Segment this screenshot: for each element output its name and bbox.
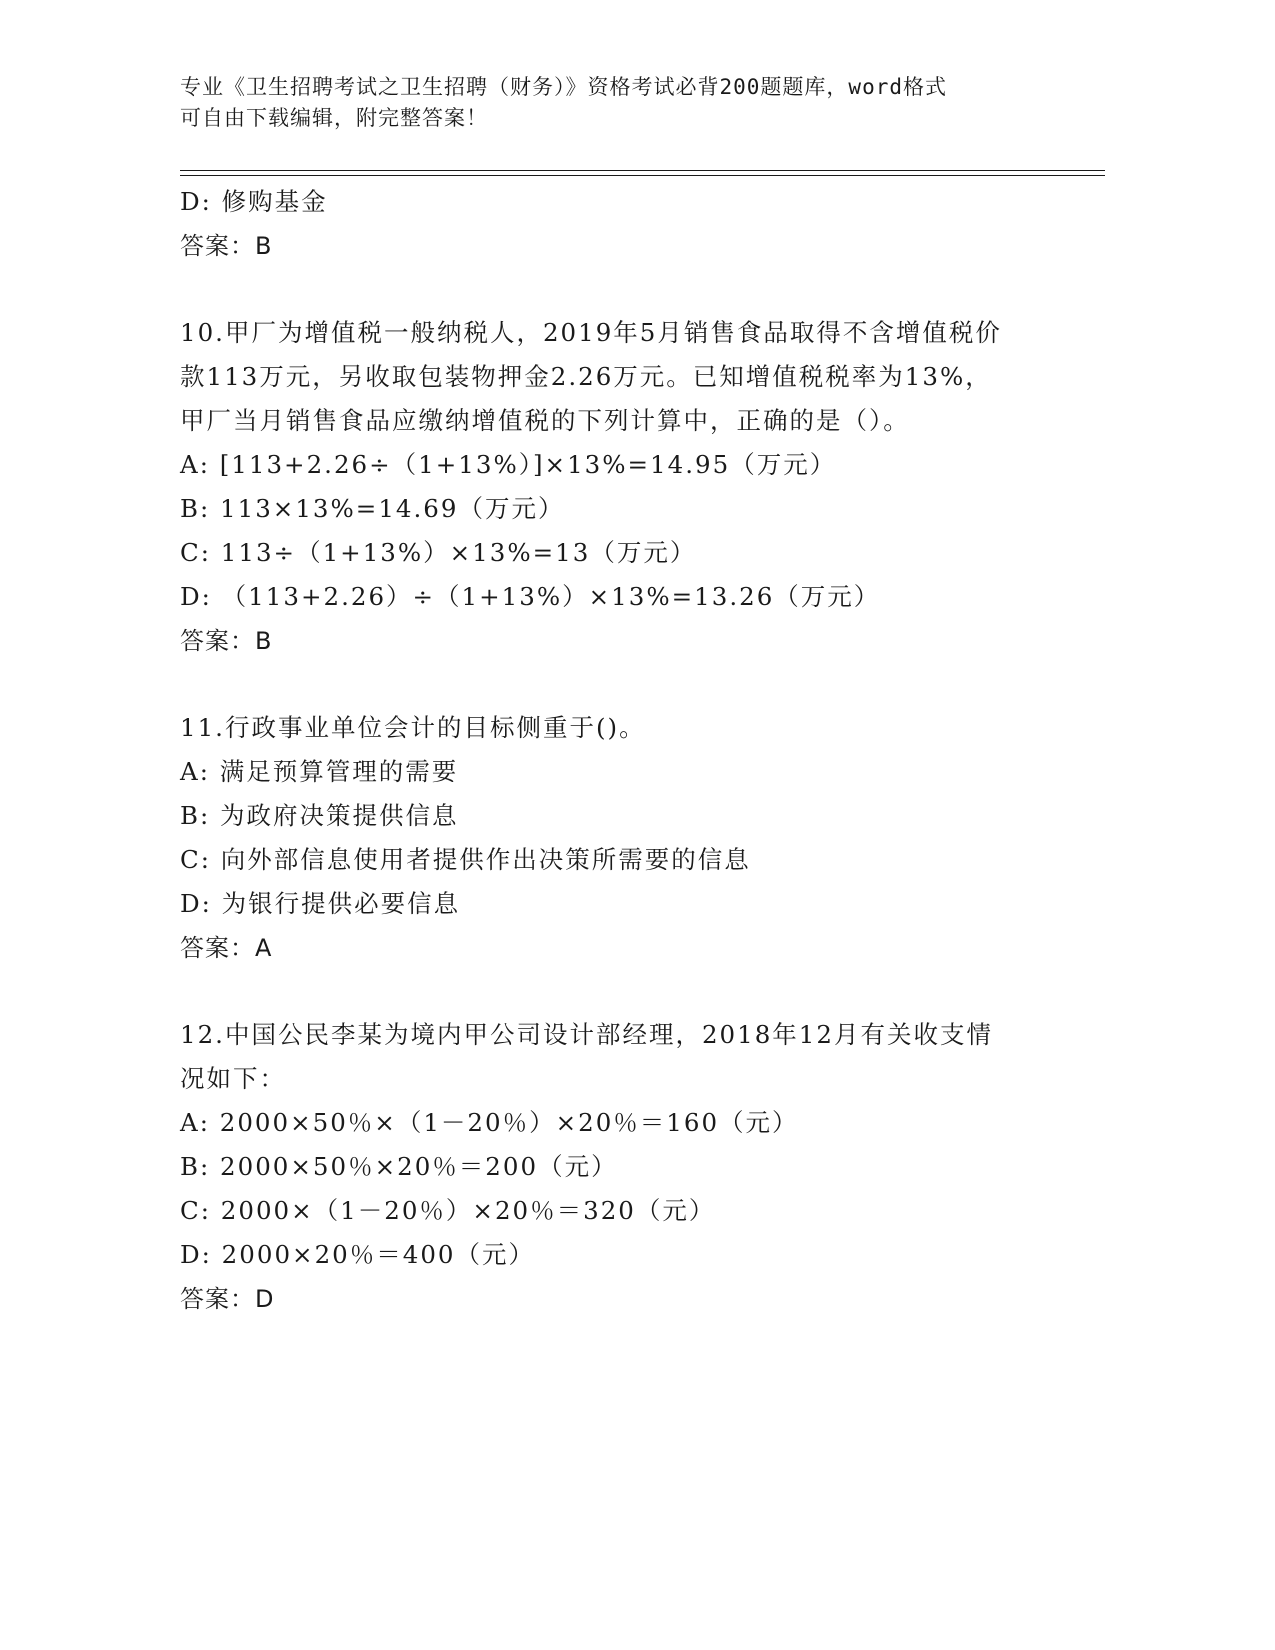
question-stem: 款113万元，另收取包装物押金2.26万元。已知增值税税率为13%，: [180, 362, 992, 391]
question-stem: 甲厂当月销售食品应缴纳增值税的下列计算中，正确的是（）。: [180, 406, 910, 435]
document-header: [180, 72, 1040, 134]
answer: 答案：B: [180, 627, 273, 655]
option-a: A: [113+2.26÷（1+13%）]×13%=14.95（万元）: [180, 450, 837, 479]
question-11: [180, 706, 1080, 970]
option-b: B: 为政府决策提供信息: [180, 801, 459, 830]
header-rule-top: [180, 170, 1105, 171]
answer: 答案：A: [180, 934, 273, 962]
option-d: D: （113+2.26）÷（1+13%）×13%=13.26（万元）: [180, 582, 881, 611]
document-body: [180, 180, 1080, 1321]
answer: 答案：B: [180, 232, 273, 260]
option-d: D: 2000×20％＝400（元）: [180, 1240, 536, 1269]
answer: 答案：D: [180, 1285, 275, 1313]
header-line-2: 可自由下载编辑，附完整答案！: [180, 106, 488, 130]
option-c: C: 向外部信息使用者提供作出决策所需要的信息: [180, 845, 751, 874]
question-10: [180, 311, 1080, 663]
option-d: D: 修购基金: [180, 187, 328, 216]
option-b: B: 2000×50％×20％＝200（元）: [180, 1152, 618, 1181]
header-rule-bottom: [180, 175, 1105, 176]
question-stem: 况如下：: [180, 1064, 286, 1093]
question-9-tail: [180, 180, 1080, 268]
option-a: A: 满足预算管理的需要: [180, 757, 459, 786]
question-stem: 12.中国公民李某为境内甲公司设计部经理，2018年12月有关收支情: [180, 1020, 993, 1049]
option-b: B: 113×13%=14.69（万元）: [180, 494, 565, 523]
option-d: D: 为银行提供必要信息: [180, 889, 461, 918]
question-stem: 10.甲厂为增值税一般纳税人，2019年5月销售食品取得不含增值税价: [180, 318, 1002, 347]
option-c: C: 2000×（1－20％）×20％＝320（元）: [180, 1196, 716, 1225]
option-c: C: 113÷（1+13%）×13%=13（万元）: [180, 538, 697, 567]
question-12: [180, 1013, 1080, 1321]
question-stem: 11.行政事业单位会计的目标侧重于()。: [180, 713, 646, 742]
option-a: A: 2000×50％×（1－20％）×20％＝160（元）: [180, 1108, 799, 1137]
header-line-1: 专业《卫生招聘考试之卫生招聘（财务）》资格考试必背200题题库，word格式: [180, 75, 947, 99]
